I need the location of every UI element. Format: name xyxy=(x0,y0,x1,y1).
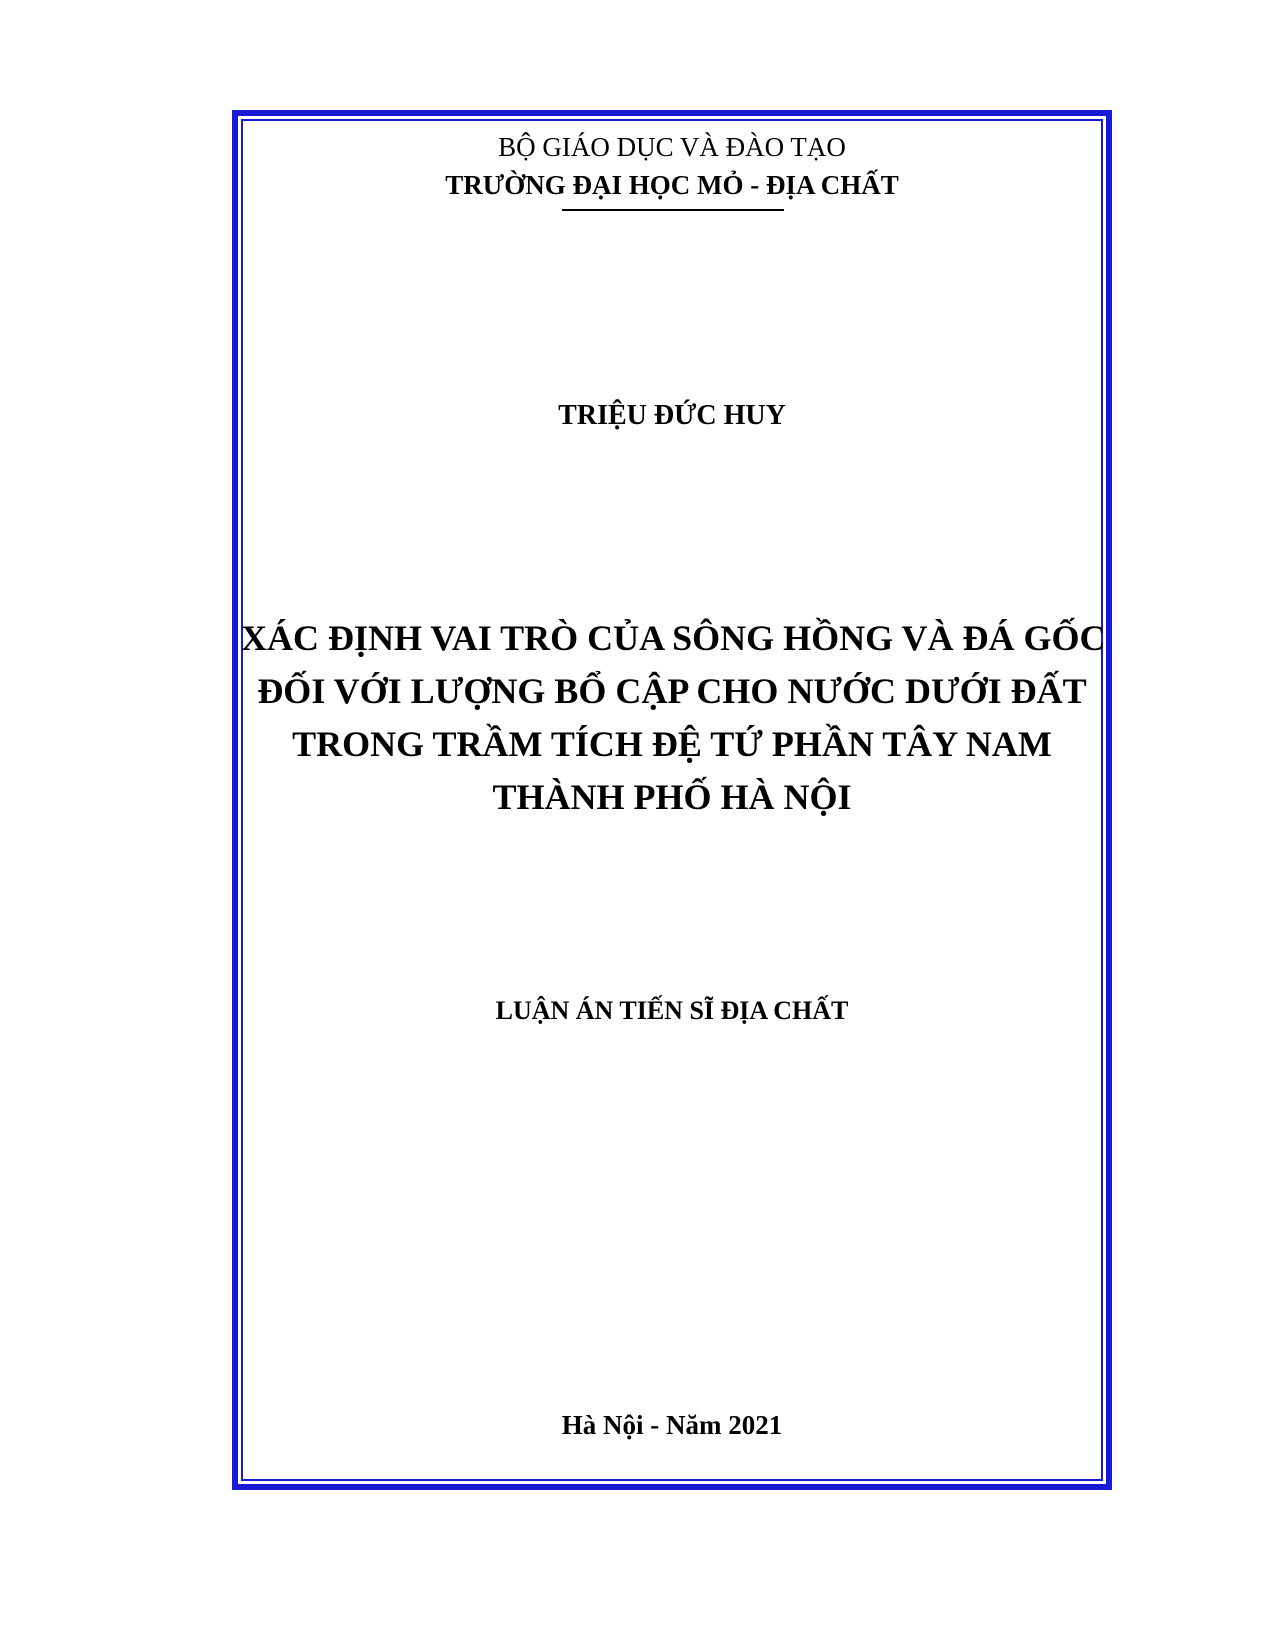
thesis-title-line: TRONG TRẦM TÍCH ĐỆ TỨ PHẦN TÂY NAM xyxy=(292,724,1052,764)
author-name: TRIỆU ĐỨC HUY xyxy=(558,400,786,431)
university-underline xyxy=(562,209,784,211)
place-and-year: Hà Nội - Năm 2021 xyxy=(561,1410,783,1440)
thesis-title-line: THÀNH PHỐ HÀ NỘI xyxy=(492,777,852,817)
thesis-title-line: XÁC ĐỊNH VAI TRÒ CỦA SÔNG HỒNG VÀ ĐÁ GỐC xyxy=(241,618,1106,658)
thesis-title-line: ĐỐI VỚI LƯỢNG BỔ CẬP CHO NƯỚC DƯỚI ĐẤT xyxy=(257,671,1087,711)
university-name: TRƯỜNG ĐẠI HỌC MỎ - ĐỊA CHẤT xyxy=(445,170,899,200)
ministry-name: BỘ GIÁO DỤC VÀ ĐÀO TẠO xyxy=(498,132,846,162)
degree-label: LUẬN ÁN TIẾN SĨ ĐỊA CHẤT xyxy=(495,996,849,1025)
thesis-title xyxy=(241,612,1106,824)
